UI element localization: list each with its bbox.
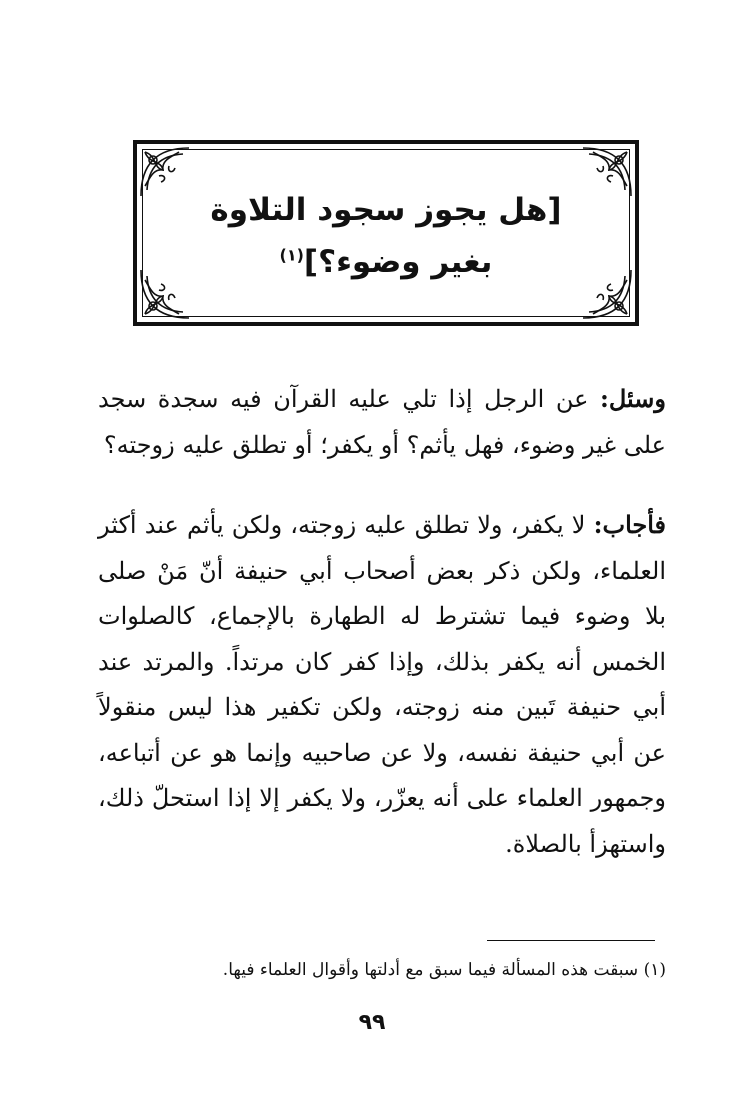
- footnote-divider: [487, 940, 655, 941]
- question-text: عن الرجل إذا تلي عليه القرآن فيه سجدة سجد على غير وضوء، فهل يأثم؟ أو يكفر؛ أو تطلق عليه زوجته؟: [98, 385, 666, 459]
- title-line-2: [177, 236, 595, 288]
- title-footnote-ref: (١): [279, 245, 304, 265]
- question-paragraph: [98, 376, 666, 468]
- page-number: ٩٩: [358, 1010, 386, 1035]
- question-lead: وسئل:: [600, 384, 666, 413]
- answer-paragraph: [98, 502, 666, 867]
- footnote: (١) سبقت هذه المسألة فيما سبق مع أدلتها وأقوال العلماء فيها.: [222, 960, 666, 980]
- answer-lead: فأجاب:: [593, 510, 666, 539]
- chapter-title: [177, 184, 595, 288]
- body-text: [98, 376, 666, 867]
- answer-text: لا يكفر، ولا تطلق عليه زوجته، ولكن يأثم عند أكثر العلماء، ولكن ذكر بعض أصحاب أبي حنيفة أنّ مَنْ صلى بلا وضوء فيما تشترط له الطهارة بالإجماع، كالصلوات الخمس أنه يكفر بذلك، وإذا كفر كان مرتداً. والمرتد عند أبي حنيفة تَبين منه زوجته، ولكن تكفير هذا ليس منقولاً عن أبي حنيفة نفسه، ولا عن صاحبيه وإنما هو عن أتباعه، وجمهور العلماء على أنه يعزّر، ولا يكفر إلا إذا استحلّ ذلك، واستهزأ بالصلاة.: [98, 511, 666, 858]
- title-line-1: [هل يجوز سجود التلاوة: [210, 192, 562, 228]
- title-line-2-text: بغير وضوء؟]: [303, 244, 493, 280]
- title-frame: [133, 140, 639, 326]
